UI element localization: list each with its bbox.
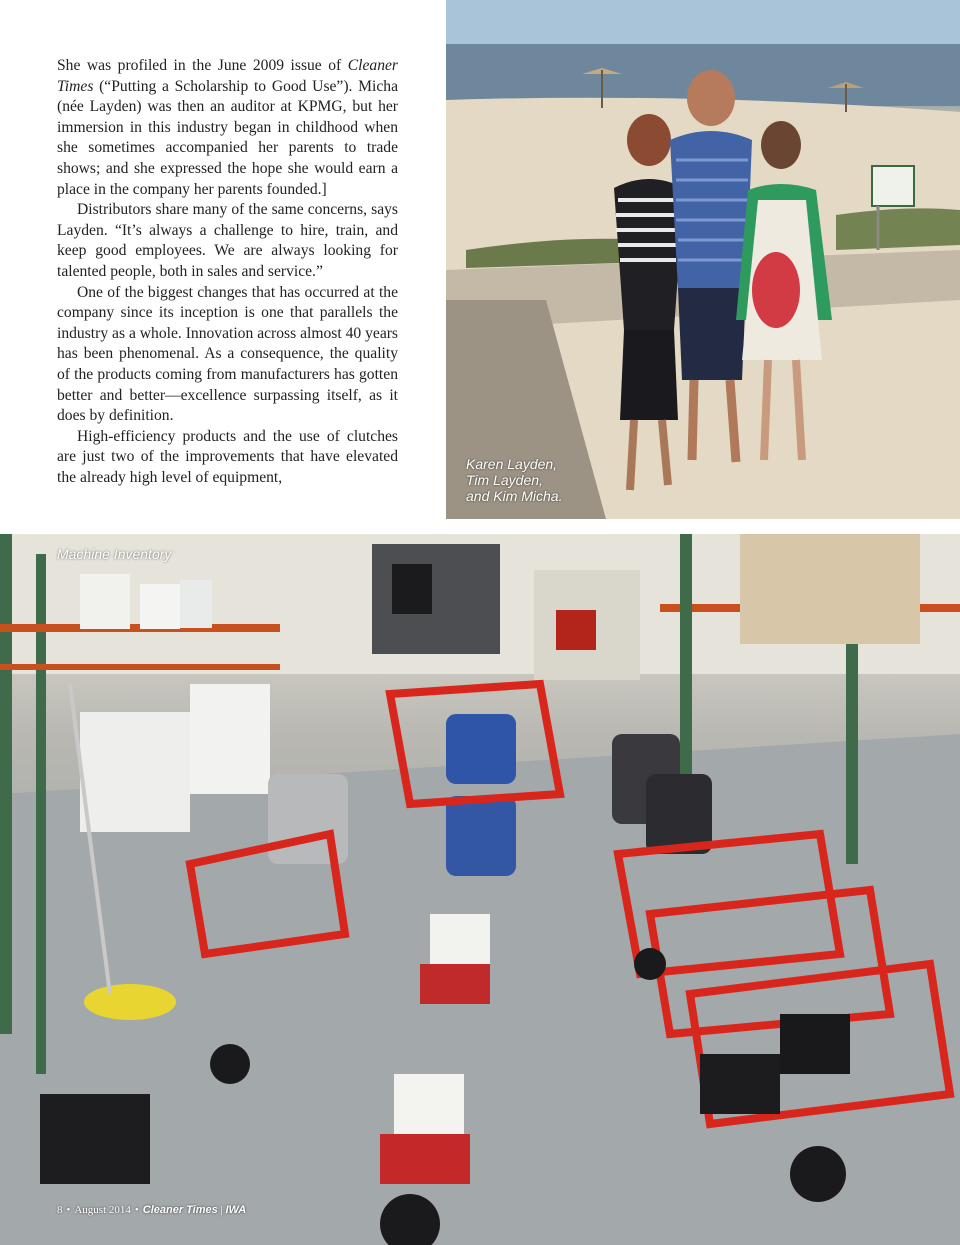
article-paragraph-3: One of the biggest changes that has occurred at the company since its inception is one that parallels the industry as a whole. Innovation across almost 40 years has been phenomenal. As a consequence, the quality of the products coming from manufacturers has gotten better and better—excellence surpassing itself, as it does by definition. bbox=[57, 283, 398, 425]
magazine-title: Cleaner Times bbox=[57, 57, 398, 95]
article-paragraph-2: Distributors share many of the same concerns, says Layden. “It’s always a challenge to hire, train, and keep good employees. We are always looking for talented people, both in sales and service.” bbox=[57, 201, 398, 280]
beach-photo-caption bbox=[466, 456, 606, 504]
paragraph-text: She was profiled in the June 2009 issue of bbox=[57, 57, 348, 74]
inventory-photo-illustration bbox=[0, 534, 960, 1245]
article-body bbox=[57, 56, 398, 488]
paragraph-text: (“Putting a Scholarship to Good Use”). Micha (née Layden) was then an auditor at KPMG, but her immersion in this industry began in childhood when she sometimes accompanied her parents to trade shows; and she expressed the hope she would earn a place in the company her parents founded.] bbox=[57, 77, 398, 198]
issue-date: August 2014 bbox=[74, 1204, 131, 1216]
beach-photo-illustration bbox=[446, 0, 960, 519]
folio-separator: • bbox=[134, 1204, 139, 1216]
caption-line: and Kim Micha. bbox=[466, 488, 563, 504]
page-folio bbox=[57, 1204, 246, 1216]
folio-separator: • bbox=[66, 1204, 71, 1216]
beach-photo bbox=[446, 0, 960, 519]
article-paragraph-1 bbox=[57, 56, 398, 200]
magazine-name: Cleaner Times bbox=[142, 1204, 218, 1216]
inventory-photo-caption: Machine Inventory bbox=[57, 546, 172, 562]
magazine-suffix: | bbox=[217, 1204, 226, 1216]
caption-line: Tim Layden, bbox=[466, 472, 543, 488]
page-number: 8 bbox=[57, 1204, 63, 1216]
inventory-photo bbox=[0, 534, 960, 1245]
magazine-suffix-label: IWA bbox=[225, 1204, 247, 1216]
article-paragraph-4: High-efficiency products and the use of clutches are just two of the improvements that have elevated the already high level of equipment, bbox=[57, 427, 398, 486]
caption-line: Karen Layden, bbox=[466, 456, 558, 472]
